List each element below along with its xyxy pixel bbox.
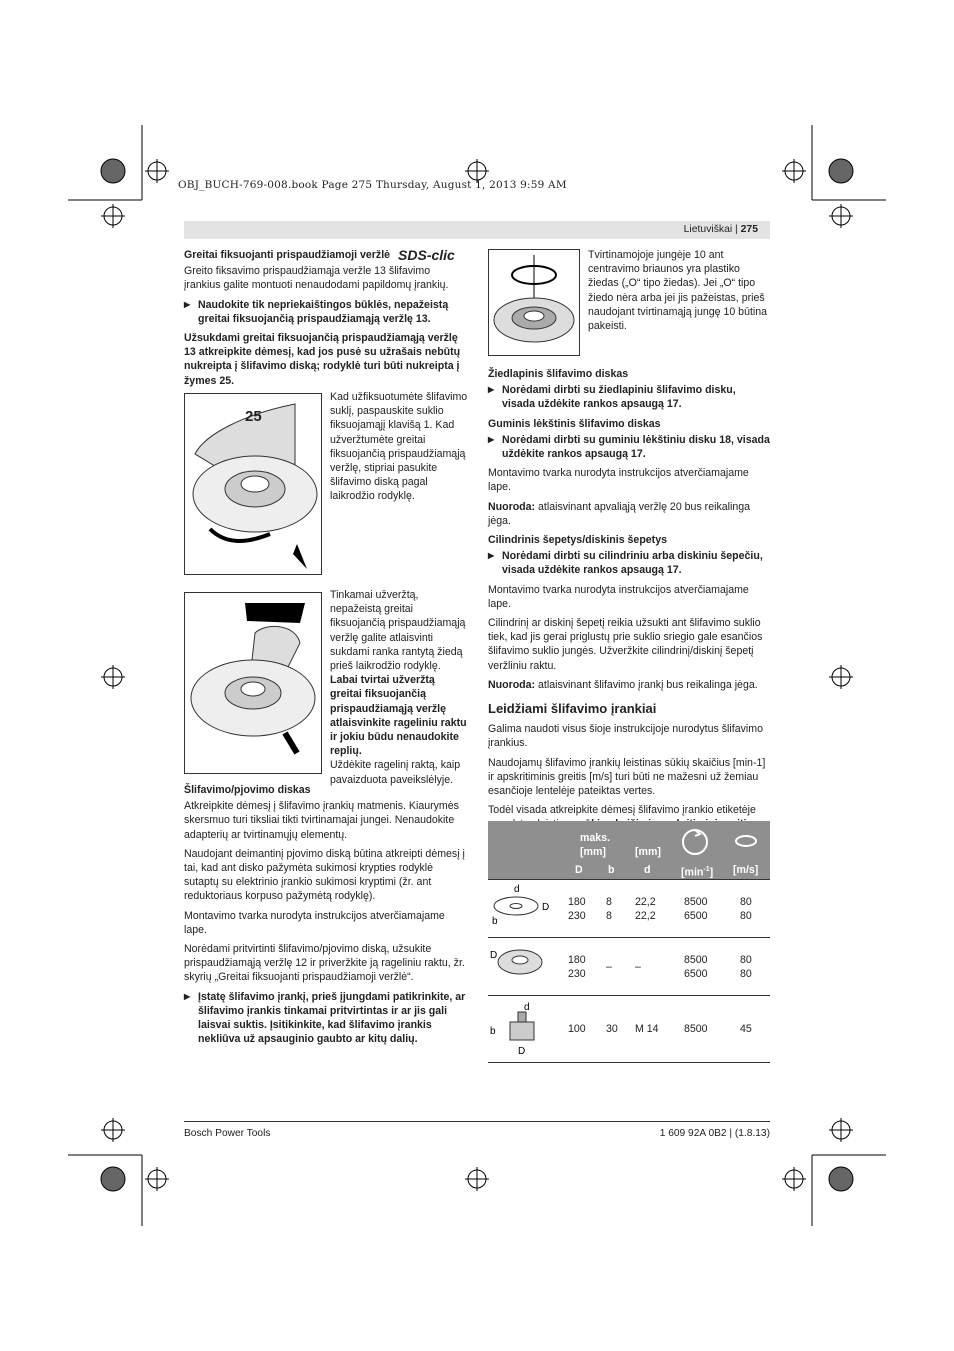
th-min: $[\min^{-1}]$ [681,866,714,879]
figure-label-25: 25 [245,408,262,425]
svg-text:D: D [518,1046,526,1057]
page-number: 275 [740,224,758,235]
heading-disc: Šlifavimo/pjovimo diskas [184,784,311,796]
th-D: D [575,864,583,876]
page-header-bar: Lietuviškai | 275 [184,221,770,239]
figure-o-ring [488,249,580,356]
o-ring-text: Tvirtinamojoje jungėje 10 ant centravimo briaunos yra plastiko žiedas („O“ tipo žiedas). Jei „O“ tipo žiedo nėra arba jei jis pažeistas, prieš naudojant tvirtinamąją jungę 10 būtina pakeisti. [588,249,768,333]
paragraph: Naudojamų šlifavimo įrankių leistinas sūkių skaičius [min-1] ir apskritiminis greitis [m/s] turi būti ne mažesni už žemiau esančioje lentelėje pateiktas vertes. [488,756,766,798]
o-ring-flange-illustration [489,250,579,355]
footer-left: Bosch Power Tools [184,1128,271,1139]
table-row [488,995,770,1062]
figure-quick-nut-release [184,592,322,774]
svg-text:D: D [490,950,498,961]
table-header [488,821,770,879]
svg-text:b: b [490,1026,496,1037]
paragraph: Montavimo tvarka nurodyta instrukcijos atverčiamajame lape. [488,583,749,610]
rpm-icon [678,825,712,859]
table-cell-d: – [635,960,641,973]
table-cell-b: 8 8 [606,895,612,922]
paragraph: Montavimo tvarka nurodyta instrukcijos atverčiamajame lape. [184,909,445,936]
table-cell-d: M 14 [635,1023,659,1035]
fig2-text1: Tinkamai užveržtą, nepažeistą greitai fiksuojančią prispaudžiamąją veržlę galite atlaisvinti sukdami ranka rantytą žiedą prieš laikrodžio rodyklę. [330,589,466,673]
heading-rubber: Guminis lėkštinis šlifavimo diskas [488,417,661,430]
left-column-lower [184,783,466,1051]
right-column [488,367,770,837]
table-row [488,879,770,937]
paragraph: Norėdami pritvirtinti šlifavimo/pjovimo diską, užsukite prispaudžiamąją veržlę 12 ir priveržkite ją rageliniu raktu, žr. skyrių „Greitai fiksuojanti prispaudžiamoji veržlė“. [184,943,465,984]
table-body [488,879,770,1062]
paragraph: Todėl visada atkreipkite dėmesį šlifavimo įrankio etiketėje [488,804,756,817]
left-column [184,248,466,393]
paragraph: Naudojant deimantinį pjovimo diską būtina atkreipti dėmesį į tai, kad ant disko pažymėta sukimosi krypties rodyklė sutaptų su elektrinio įrankio sukimosi kryptimi (žr. ant reduktoriaus korpuso pažymėtą rodyklę). [184,847,465,903]
peripheral-speed-icon [733,831,759,851]
note-brush: Nuoroda: atlaisvinant šlifavimo įrankį bus reikalinga jėga. [488,678,758,691]
table-cell-ms: 80 80 [740,895,752,922]
bullet-brush: ▶ Norėdami dirbti su cilindriniu arba diskiniu šepečiu, visada uždėkite rankos apsaugą 17. [488,549,770,577]
th-d: d [644,864,651,876]
th-mm2: [mm] [635,846,661,858]
table-cell-D: 100 [568,1023,586,1035]
paragraph: Greito fiksavimo prispaudžiamąja veržle 13 šlifavimo įrankius galite montuoti nenaudodami papildomų įrankių. [184,265,449,292]
bold-warning: Užsukdami greitai fiksuojančią prispaudžiamąją veržlę 13 atkreipkite dėmesį, kad jos pusė su užrašais nebūtų nukreipta į šlifavimo diską; rodyklė turi būti nukreipta į žymes 25. [184,332,461,387]
table-cell-b: – [606,960,612,973]
bullet-quick-nut: ▶ Naudokite tik nepriekaištingos būklės, nepažeistą greitai fiksuojančią prispaudžiamąją veržlę 13. [184,298,466,326]
table-cell-b: 30 [606,1023,618,1035]
bullet-flap: ▶ Norėdami dirbti su žiedlapiniu šlifavimo disku, visada uždėkite rankos apsaugą 17. [488,383,770,411]
sds-clic-logo: SDS-clic [398,247,455,263]
figure1-caption: Kad užfiksuotumėte šlifavimo suklį, paspauskite suklio fiksuojamąjį klavišą 1. Kad užveržtumėte greitai fiksuojančią prispaudžiamąją veržlę, stipriai pasukite šlifavimo diską pagal laikrodžio rodyklę. [330,391,468,503]
header-language: Lietuviškai [683,224,733,235]
svg-text:b: b [492,916,498,927]
heading-quick-nut: Greitai fiksuojanti prispaudžiamoji veržlė [184,249,391,261]
th-mm1: [mm] [580,846,606,858]
table-cell-min: 8500 [684,1023,708,1035]
th-ms: [m/s] [733,864,759,876]
table-cell-min: 8500 6500 [684,895,708,922]
heading-flap: Žiedlapinis šlifavimo diskas [488,368,629,380]
figure2-caption [330,588,468,787]
table-cell-D: 180 230 [568,895,586,922]
heading-brush: Cilindrinis šepetys/diskinis šepetys [488,534,667,547]
tools-table [488,821,770,1063]
table-cell-D: 180 230 [568,953,586,980]
table-cell-ms: 80 80 [740,953,752,980]
paragraph: Montavimo tvarka nurodyta instrukcijos atverčiamajame lape. [488,467,749,494]
flap-disc-icon [488,938,558,995]
table-cell-min: 8500 6500 [684,953,708,980]
svg-text:d: d [514,884,520,895]
paragraph: Galima naudoti visus šioje instrukcijoje nurodytus šlifavimo įrankius. [488,723,763,750]
table-row [488,937,770,995]
table-bottom-rule [488,1062,770,1063]
fig2-bold: Labai tvirtai užveržtą greitai fiksuojančią prispaudžiamąją veržlę atlaisvinkite rageliniu raktu ir jokiu būdu nenaudokite replių. [330,674,467,758]
cup-brush-icon [488,996,558,1062]
footer-right: 1 609 92A 0B2 | (1.8.13) [659,1128,770,1139]
heading-allowed-tools: Leidžiami šlifavimo įrankiai [488,701,657,717]
th-maks: maks. [580,832,611,844]
paragraph: Cilindrinį ar diskinį šepetį reikia užsukti ant šlifavimo suklio tiek, kad jis gerai priglustų prie suklio sriegio gale esančios šlifavimo suklio jungės. Užveržkite cilindrinį/diskinį šepetį veržliniu raktu. [488,617,763,672]
bullet-disc: ▶ Įstatę šlifavimo įrankį, prieš įjungdami patikrinkite, ar šlifavimo įrankis tinkamai pritvirtintas ir ar jis gali laisvai suktis. Įsitikinkite, kad šlifavimo įrankis nekliūva už apsauginio gaubto ar kitų dalių. [184,990,466,1047]
file-header: OBJ_BUCH-769-008.book Page 275 Thursday, August 1, 2013 9:59 AM [178,179,567,191]
grinding-disc-icon [488,880,558,937]
figure-quick-nut-tighten [184,393,322,575]
table-cell-d: 22,2 22,2 [635,895,656,922]
th-b: b [608,864,615,876]
table-cell-ms: 45 [740,1023,752,1035]
svg-text:D: D [542,902,550,913]
grinder-disc-release-illustration [185,593,321,773]
svg-text:d: d [524,1002,530,1013]
note-rubber: Nuoroda: atlaisvinant apvaliąją veržlę 20 bus reikalinga jėga. [488,500,751,527]
footer-rule [184,1121,770,1122]
paragraph: Atkreipkite dėmesį į šlifavimo įrankių matmenis. Kiaurymės skersmuo turi tiksliai tikti tvirtinamajai jungei. Nenaudokite adapterių ar tvirtinamųjų elementų. [184,800,459,841]
bullet-rubber: ▶ Norėdami dirbti su guminiu lėkštiniu disku 18, visada uždėkite rankos apsaugą 17. [488,433,770,461]
fig2-text2: Uždėkite ragelinį raktą, kaip pavaizduota paveikslėlyje. [330,759,461,786]
